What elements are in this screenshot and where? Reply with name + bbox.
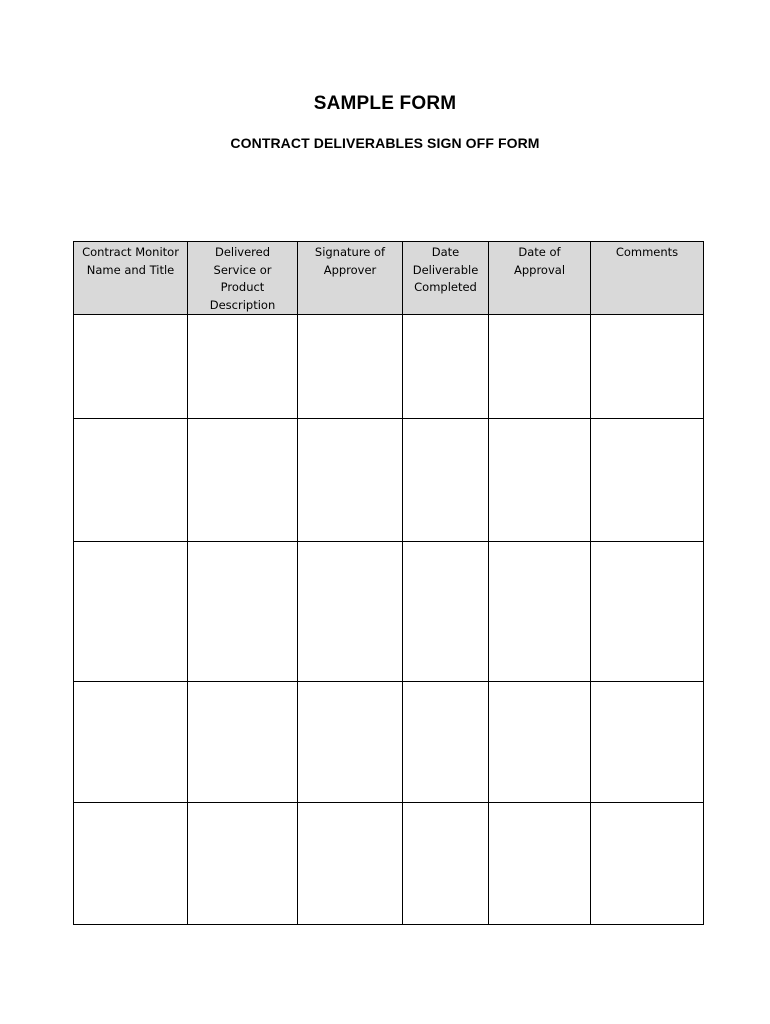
table-row: [74, 542, 704, 682]
cell-signature[interactable]: [298, 682, 403, 803]
cell-date-completed[interactable]: [403, 315, 489, 419]
cell-date-approval[interactable]: [489, 682, 591, 803]
cell-contract-monitor[interactable]: [74, 315, 188, 419]
cell-date-approval[interactable]: [489, 542, 591, 682]
cell-comments[interactable]: [591, 315, 704, 419]
cell-date-approval[interactable]: [489, 803, 591, 925]
cell-signature[interactable]: [298, 419, 403, 542]
header-label: Date of Approval: [513, 245, 566, 277]
table-row: [74, 315, 704, 419]
header-label: Delivered Service or Product Description: [209, 245, 276, 312]
table-row: [74, 803, 704, 925]
form-title: SAMPLE FORM: [313, 93, 457, 114]
cell-date-approval[interactable]: [489, 419, 591, 542]
cell-signature[interactable]: [298, 803, 403, 925]
header-delivered-service: [188, 242, 298, 315]
cell-comments[interactable]: [591, 682, 704, 803]
cell-comments[interactable]: [591, 419, 704, 542]
header-label: Comments: [615, 245, 679, 259]
cell-delivered-service[interactable]: [188, 682, 298, 803]
header-contract-monitor: [74, 242, 188, 315]
cell-date-approval[interactable]: [489, 315, 591, 419]
deliverables-table: [73, 241, 704, 925]
cell-comments[interactable]: [591, 542, 704, 682]
cell-date-completed[interactable]: [403, 419, 489, 542]
header-signature-of-approver: [298, 242, 403, 315]
cell-comments[interactable]: [591, 803, 704, 925]
form-subtitle: CONTRACT DELIVERABLES SIGN OFF FORM: [230, 135, 540, 151]
cell-delivered-service[interactable]: [188, 803, 298, 925]
header-label: Contract Monitor Name and Title: [82, 245, 179, 277]
cell-signature[interactable]: [298, 315, 403, 419]
table-header-row: [74, 242, 704, 315]
header-label: Date Deliverable Completed: [412, 245, 479, 294]
header-date-of-approval: [489, 242, 591, 315]
cell-date-completed[interactable]: [403, 682, 489, 803]
cell-contract-monitor[interactable]: [74, 803, 188, 925]
cell-delivered-service[interactable]: [188, 315, 298, 419]
cell-signature[interactable]: [298, 542, 403, 682]
header-date-deliverable-completed: [403, 242, 489, 315]
cell-contract-monitor[interactable]: [74, 419, 188, 542]
cell-date-completed[interactable]: [403, 803, 489, 925]
table-row: [74, 682, 704, 803]
cell-contract-monitor[interactable]: [74, 682, 188, 803]
header-comments: [591, 242, 704, 315]
cell-contract-monitor[interactable]: [74, 542, 188, 682]
cell-delivered-service[interactable]: [188, 542, 298, 682]
table-row: [74, 419, 704, 542]
cell-date-completed[interactable]: [403, 542, 489, 682]
header-label: Signature of Approver: [314, 245, 386, 277]
cell-delivered-service[interactable]: [188, 419, 298, 542]
